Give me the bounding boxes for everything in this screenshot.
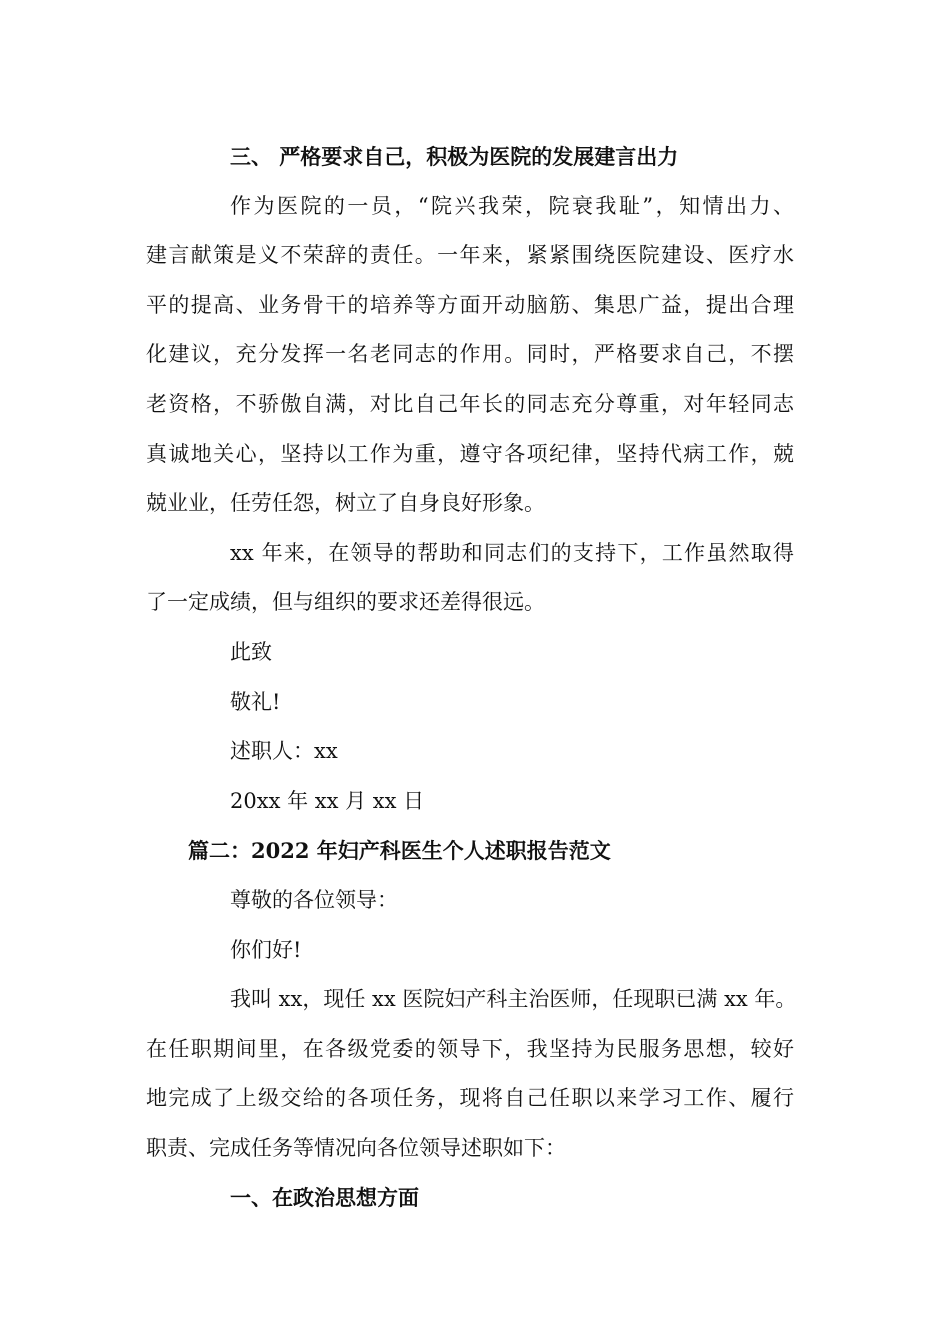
date-text: 20xx 年 xx 月 xx 日 bbox=[230, 788, 425, 813]
paragraph-introduction bbox=[146, 975, 797, 1173]
section-1-heading: 一、在政治思想方面 bbox=[230, 1185, 419, 1211]
salute-text: 敬礼! bbox=[230, 689, 281, 714]
paragraph-summary bbox=[146, 529, 794, 628]
paragraph-line: 地完成了上级交给的各项任务，现将自己任职以来学习工作、履行 bbox=[146, 1086, 794, 1111]
paragraph-line: 了一定成绩，但与组织的要求还差得很远。 bbox=[146, 590, 545, 615]
paragraph-contribution bbox=[146, 182, 794, 529]
section-3-heading: 三、 严格要求自己，积极为医院的发展建言出力 bbox=[230, 144, 679, 169]
article-2-title: 篇二：2022 年妇产科医生个人述职报告范文 bbox=[188, 838, 611, 864]
paragraph-line: 老资格，不骄傲自满，对比自己年长的同志充分尊重，对年轻同志 bbox=[146, 391, 794, 416]
greeting-text: 尊敬的各位领导： bbox=[230, 887, 398, 912]
closing-text: 此致 bbox=[230, 639, 272, 664]
paragraph-line: 职责、完成任务等情况向各位领导述职如下： bbox=[146, 1135, 566, 1160]
paragraph-line: 在任职期间里，在各级党委的领导下，我坚持为民服务思想，较好 bbox=[146, 1036, 794, 1061]
document-body bbox=[146, 132, 797, 1223]
paragraph-line: 化建议，充分发挥一名老同志的作用。同时，严格要求自己，不摆 bbox=[146, 342, 794, 367]
paragraph-line: xx 年来，在领导的帮助和同志们的支持下，工作虽然取得 bbox=[230, 540, 794, 565]
paragraph-line: 作为医院的一员，“院兴我荣，院衰我耻”，知情出力、 bbox=[230, 193, 794, 218]
paragraph-line: 我叫 xx，现任 xx 医院妇产科主治医师，任现职已满 xx 年。 bbox=[230, 987, 797, 1012]
paragraph-line: 真诚地关心，坚持以工作为重，遵守各项纪律，坚持代病工作，兢 bbox=[146, 441, 794, 466]
paragraph-line: 兢业业，任劳任怨，树立了自身良好形象。 bbox=[146, 491, 545, 516]
signature-text: 述职人：xx bbox=[230, 739, 338, 764]
paragraph-line: 建言献策是义不荣辞的责任。一年来，紧紧围绕医院建设、医疗水 bbox=[146, 243, 794, 268]
paragraph-line: 平的提高、业务骨干的培养等方面开动脑筋、集思广益，提出合理 bbox=[146, 292, 794, 317]
hello-text: 你们好! bbox=[230, 937, 302, 962]
